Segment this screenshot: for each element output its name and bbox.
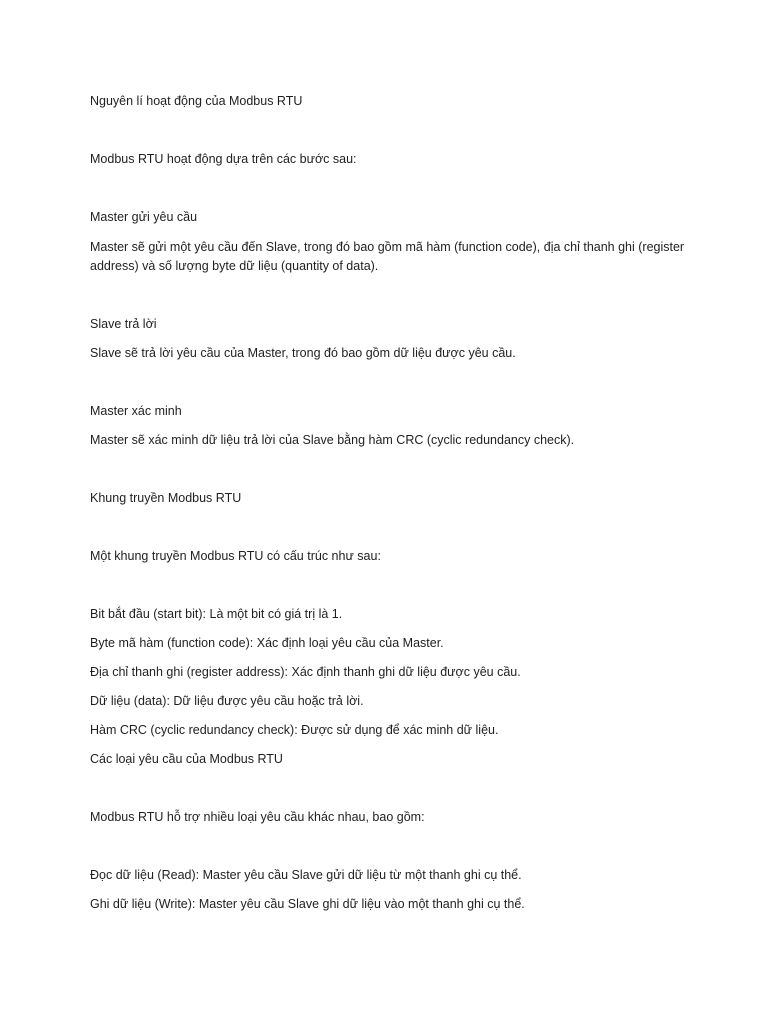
request-types-heading: Các loại yêu cầu của Modbus RTU <box>90 752 283 766</box>
document-title: Nguyên lí hoạt động của Modbus RTU <box>90 94 303 108</box>
request-item-read: Đọc dữ liệu (Read): Master yêu cầu Slave gửi dữ liệu từ một thanh ghi cụ thể. <box>90 868 522 882</box>
intro-paragraph: Modbus RTU hoạt động dựa trên các bước sau: <box>90 152 357 166</box>
request-item-write: Ghi dữ liệu (Write): Master yêu cầu Slave ghi dữ liệu vào một thanh ghi cụ thể. <box>90 897 525 911</box>
step-body-slave-reply: Slave sẽ trả lời yêu cầu của Master, trong đó bao gồm dữ liệu được yêu cầu. <box>90 346 516 360</box>
frame-item-register-address: Địa chỉ thanh ghi (register address): Xác định thanh ghi dữ liệu được yêu cầu. <box>90 665 521 679</box>
request-intro: Modbus RTU hỗ trợ nhiều loại yêu cầu khác nhau, bao gồm: <box>90 810 425 824</box>
frame-heading: Khung truyền Modbus RTU <box>90 491 242 505</box>
step-heading-master-request: Master gửi yêu cầu <box>90 210 198 224</box>
frame-intro: Một khung truyền Modbus RTU có cấu trúc như sau: <box>90 549 381 563</box>
step-body-master-request: Master sẽ gửi một yêu cầu đến Slave, trong đó bao gồm mã hàm (function code), địa chỉ thanh ghi (register address) và số lượng byte dữ liệu (quantity of data). <box>90 240 685 273</box>
frame-item-start-bit: Bit bắt đầu (start bit): Là một bit có giá trị là 1. <box>90 607 343 621</box>
frame-item-data: Dữ liệu (data): Dữ liệu được yêu cầu hoặc trả lời. <box>90 694 364 708</box>
step-body-master-verify: Master sẽ xác minh dữ liệu trả lời của Slave bằng hàm CRC (cyclic redundancy check). <box>90 433 575 447</box>
frame-item-function-code: Byte mã hàm (function code): Xác định loại yêu cầu của Master. <box>90 636 444 650</box>
frame-item-crc: Hàm CRC (cyclic redundancy check): Được sử dụng để xác minh dữ liệu. <box>90 723 499 737</box>
step-heading-master-verify: Master xác minh <box>90 404 182 418</box>
step-heading-slave-reply: Slave trả lời <box>90 317 157 331</box>
